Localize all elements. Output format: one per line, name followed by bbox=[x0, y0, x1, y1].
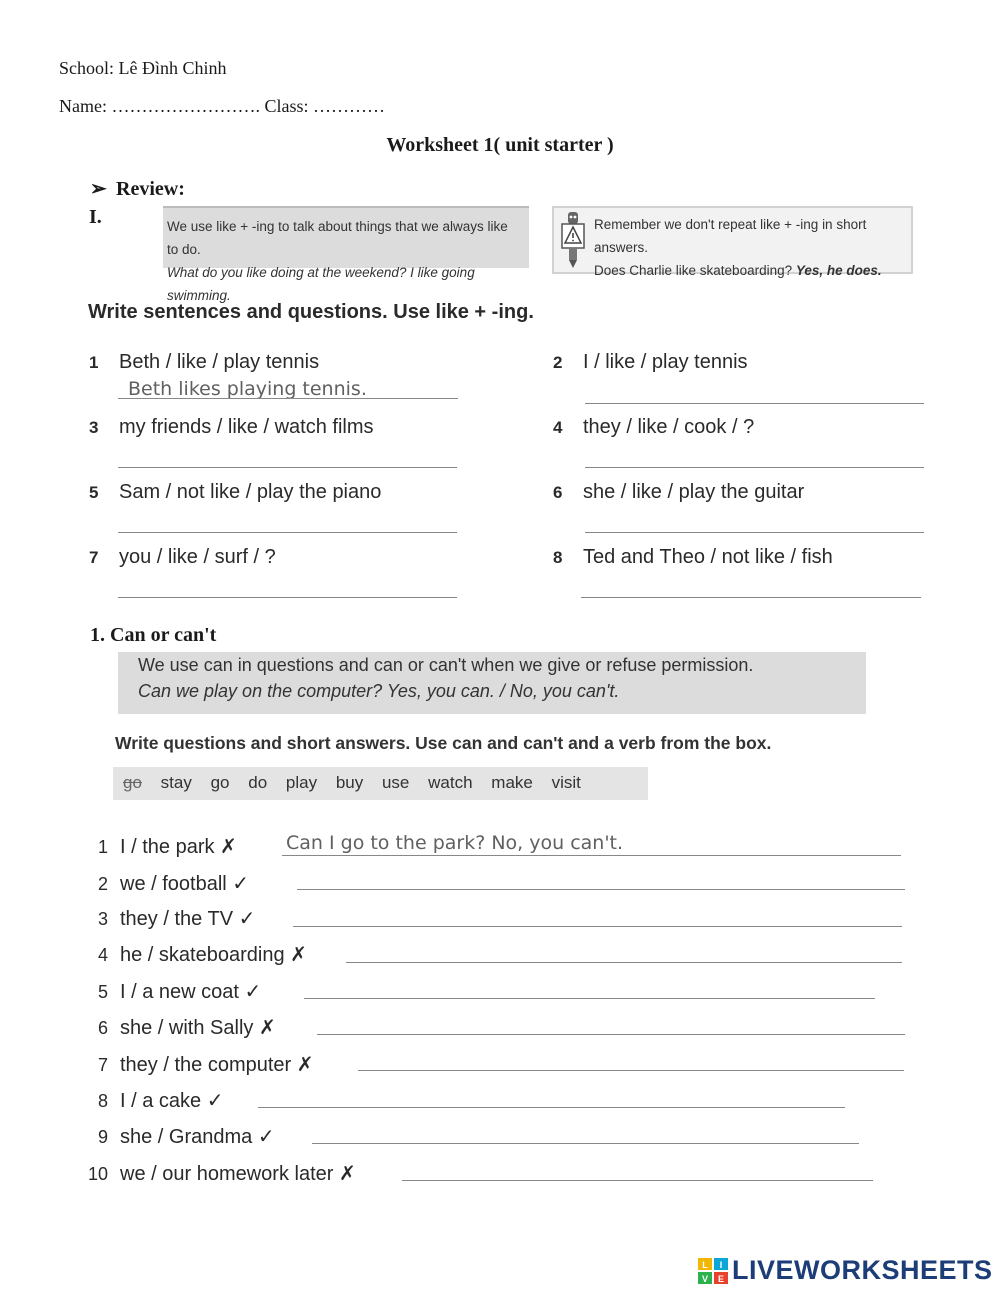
remember-answer: Yes, he does. bbox=[795, 263, 882, 278]
remember-line-1: Remember we don't repeat like + -ing in short answers. bbox=[594, 217, 867, 255]
can-item-prompt: we / our homework later ✗ bbox=[120, 1163, 356, 1185]
can-item bbox=[72, 979, 261, 1004]
answer-line[interactable] bbox=[118, 467, 457, 468]
can-item-prompt: they / the TV ✓ bbox=[120, 908, 256, 930]
verb-word: do bbox=[248, 773, 268, 792]
can-item-prompt: I / a cake ✓ bbox=[120, 1090, 224, 1112]
verb-word: stay bbox=[160, 773, 192, 792]
section-number-one: I. bbox=[89, 206, 102, 228]
can-item-prompt: she / with Sally ✗ bbox=[120, 1017, 276, 1039]
answer-line[interactable] bbox=[258, 1107, 845, 1108]
answer-line[interactable] bbox=[585, 467, 924, 468]
verb-word: play bbox=[285, 773, 318, 792]
like-item-prompt: Ted and Theo / not like / fish bbox=[583, 546, 833, 568]
like-item-number: 4 bbox=[553, 418, 563, 437]
can-item-prompt: she / Grandma ✓ bbox=[120, 1126, 275, 1148]
answer-line[interactable] bbox=[358, 1070, 904, 1071]
verb-box bbox=[113, 767, 648, 800]
liveworksheets-brand: LIVEWORKSHEETS bbox=[732, 1255, 993, 1285]
can-section-heading: 1. Can or can't bbox=[90, 624, 217, 646]
like-box-line-1: We use like + -ing to talk about things that we always like to do. bbox=[167, 219, 508, 257]
answer-line[interactable] bbox=[312, 1143, 859, 1144]
liveworksheets-mark-icon bbox=[698, 1258, 728, 1284]
like-item-prompt: Beth / like / play tennis bbox=[119, 351, 320, 373]
logo-letter: L bbox=[702, 1260, 708, 1270]
can-box-line-1: We use can in questions and can or can't when we give or refuse permission. bbox=[138, 655, 754, 675]
like-item-number: 1 bbox=[89, 353, 99, 372]
like-item-prompt: they / like / cook / ? bbox=[583, 416, 755, 438]
remember-question: Does Charlie like skateboarding? bbox=[594, 263, 793, 278]
verb-word: make bbox=[491, 773, 533, 792]
like-item bbox=[89, 481, 381, 504]
can-item-number: 1 bbox=[97, 837, 108, 857]
like-item bbox=[553, 351, 748, 374]
answer-line[interactable] bbox=[282, 855, 901, 856]
like-item-number: 6 bbox=[553, 483, 563, 502]
answer-line[interactable] bbox=[118, 532, 457, 533]
like-item bbox=[553, 481, 804, 504]
can-item-prompt: I / the park ✗ bbox=[120, 836, 237, 858]
like-item-number: 8 bbox=[553, 548, 563, 567]
can-item bbox=[72, 1161, 356, 1186]
can-item-number: 5 bbox=[97, 982, 108, 1002]
can-item-number: 7 bbox=[97, 1055, 108, 1075]
arrow-bullet-icon: ➢ bbox=[90, 178, 107, 200]
verb-word: visit bbox=[551, 773, 581, 792]
can-item-prompt: they / the computer ✗ bbox=[120, 1054, 314, 1076]
can-item-prompt: we / football ✓ bbox=[120, 873, 250, 895]
review-label: Review: bbox=[116, 178, 185, 200]
answer-line[interactable] bbox=[317, 1034, 905, 1035]
answer-line[interactable] bbox=[402, 1180, 873, 1181]
can-item bbox=[72, 1052, 314, 1077]
verb-word: buy bbox=[335, 773, 364, 792]
like-item-prompt: Sam / not like / play the piano bbox=[119, 481, 382, 503]
answer-line[interactable] bbox=[297, 889, 905, 890]
remember-box bbox=[552, 206, 913, 278]
name-class-line: Name: ……………………. Class: ………… bbox=[59, 96, 385, 116]
answer-line[interactable] bbox=[585, 403, 924, 404]
like-item-number: 7 bbox=[89, 548, 99, 567]
answer-line[interactable] bbox=[585, 532, 924, 533]
like-item bbox=[89, 416, 374, 439]
can-item bbox=[72, 834, 237, 859]
like-item-prompt: she / like / play the guitar bbox=[583, 481, 805, 503]
can-item bbox=[72, 1088, 223, 1113]
answer-line[interactable] bbox=[304, 998, 875, 999]
verb-word: use bbox=[381, 773, 410, 792]
remember-text bbox=[594, 213, 911, 282]
can-box-line-2: Can we play on the computer? Yes, you can. / No, you can't. bbox=[138, 681, 620, 701]
like-item bbox=[89, 351, 319, 374]
page-title: Worksheet 1( unit starter ) bbox=[386, 134, 614, 156]
like-exercise-instruction: Write sentences and questions. Use like + -ing. bbox=[88, 301, 534, 323]
warning-pencil-icon bbox=[560, 210, 586, 270]
answer-line[interactable] bbox=[346, 962, 902, 963]
can-item-number: 2 bbox=[97, 874, 108, 894]
like-item-number: 3 bbox=[89, 418, 99, 437]
review-heading bbox=[90, 176, 185, 201]
can-item-number: 10 bbox=[87, 1164, 108, 1184]
can-item-number: 8 bbox=[97, 1091, 108, 1111]
can-grammar-box bbox=[118, 652, 866, 714]
like-box-line-2: What do you like doing at the weekend? I like going swimming. bbox=[167, 265, 475, 303]
can-item bbox=[72, 1124, 275, 1149]
like-item-prompt: my friends / like / watch films bbox=[119, 416, 374, 438]
can-item-prompt: he / skateboarding ✗ bbox=[120, 944, 307, 966]
can-item bbox=[72, 942, 307, 967]
verb-word: watch bbox=[428, 773, 473, 792]
can-item-number: 6 bbox=[97, 1018, 108, 1038]
like-item-number: 2 bbox=[553, 353, 563, 372]
can-exercise-instruction: Write questions and short answers. Use can and can't and a verb from the box. bbox=[115, 733, 772, 753]
can-item-prompt: I / a new coat ✓ bbox=[120, 981, 262, 1003]
like-item bbox=[89, 546, 276, 569]
like-item bbox=[553, 546, 833, 569]
like-item-prompt: you / like / surf / ? bbox=[119, 546, 276, 568]
logo-letter: V bbox=[701, 1274, 709, 1284]
logo-letter: E bbox=[717, 1274, 725, 1284]
answer-line[interactable] bbox=[293, 926, 902, 927]
logo-letter: I bbox=[719, 1260, 723, 1270]
verb-struck: go bbox=[123, 773, 142, 792]
can-item bbox=[72, 906, 255, 931]
like-item bbox=[553, 416, 754, 439]
can-item-number: 3 bbox=[97, 909, 108, 929]
can-item-number: 4 bbox=[97, 945, 108, 965]
like-item-number: 5 bbox=[89, 483, 99, 502]
verb-word: go bbox=[210, 773, 230, 792]
remember-line-2 bbox=[594, 259, 911, 282]
school-name: School: Lê Đình Chinh bbox=[59, 58, 227, 78]
can-item-number: 9 bbox=[97, 1127, 108, 1147]
answer-line[interactable] bbox=[581, 597, 921, 598]
like-grammar-box bbox=[163, 206, 529, 303]
can-item bbox=[72, 1015, 276, 1040]
like-item-prompt: I / like / play tennis bbox=[583, 351, 748, 373]
answer-line[interactable] bbox=[118, 398, 458, 399]
like-example-answer: Beth likes playing tennis. bbox=[128, 378, 367, 400]
can-example-answer: Can I go to the park? No, you can't. bbox=[286, 832, 624, 854]
answer-line[interactable] bbox=[118, 597, 457, 598]
can-item bbox=[72, 871, 249, 896]
